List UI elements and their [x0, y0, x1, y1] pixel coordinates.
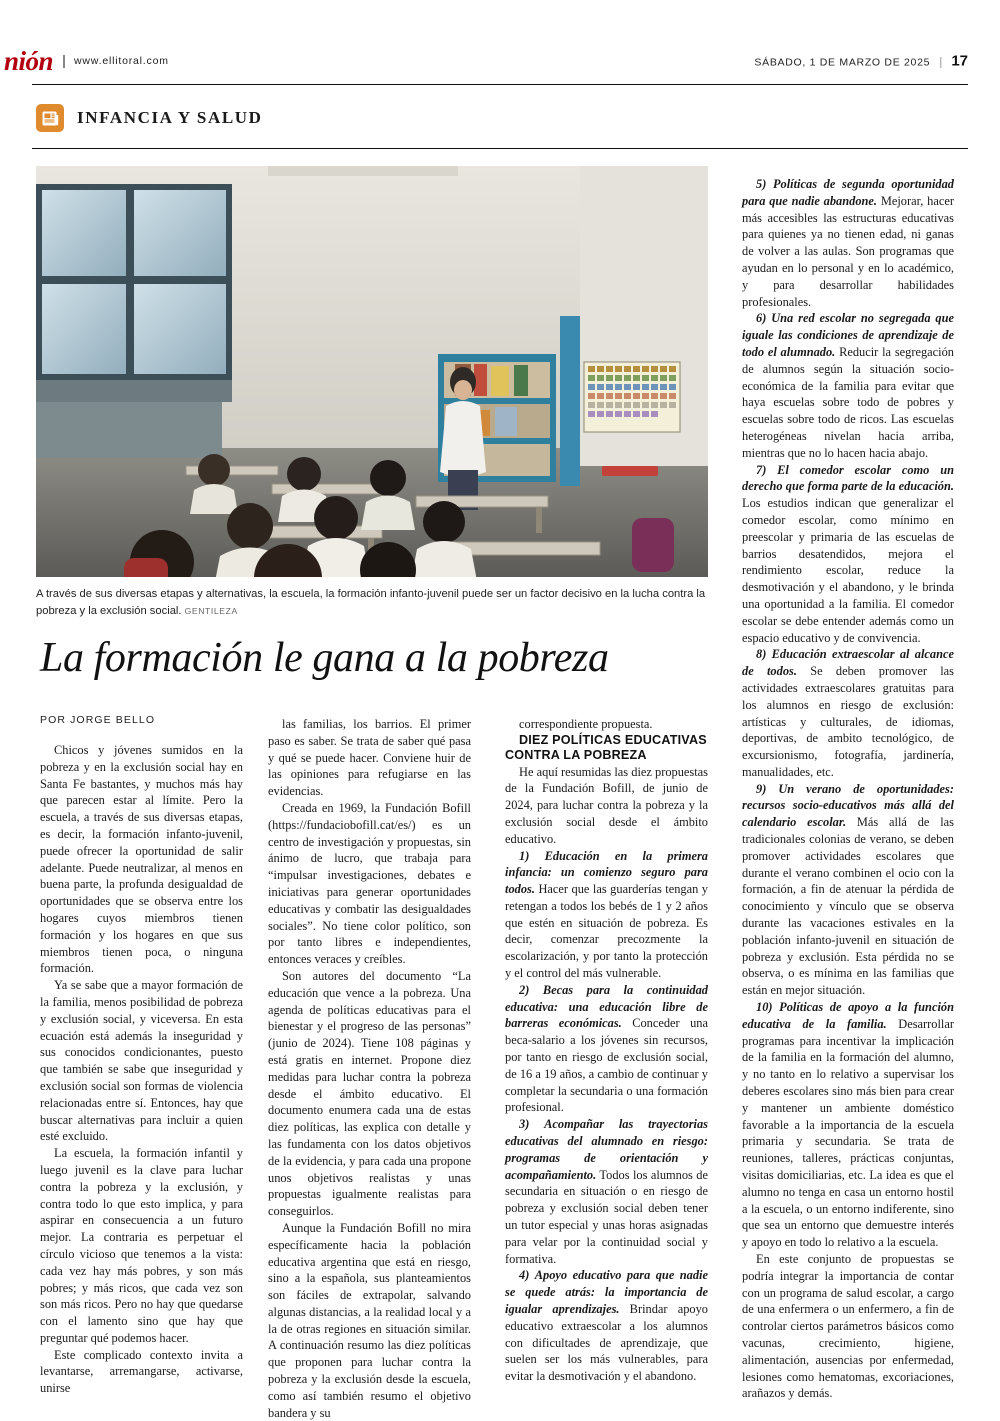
policy-text: Mejorar, hacer más accesibles las estructuras educativas para quienes ya no tienen edad, ni ganas de volver a las aulas. Son programas que ayudan en lo personal y en lo académico, y para desarrollar habilidades profesionales. [742, 193, 954, 309]
section-header [36, 104, 263, 132]
byline: POR JORGE BELLO [40, 714, 156, 726]
policy-lead: Un verano de oportunidades: recursos socio-educativos más allá del calendario escolar. [742, 781, 954, 830]
meta-separator: | [939, 54, 943, 69]
paragraph: correspondiente propuesta. [519, 717, 653, 731]
body-column-2 [268, 716, 471, 1421]
paragraph: Este complicado contexto invita a levantarse, arremangarse, activarse, unirse [40, 1347, 243, 1396]
subheading: DIEZ POLÍTICAS EDUCATIVAS CONTRA LA POBREZA [505, 732, 707, 763]
page-number: 17 [951, 52, 968, 70]
policy-lead: Políticas de segunda oportunidad para que nadie abandone. [742, 177, 954, 208]
policy-text: Los estudios indican que generalizar el comedor escolar, como mínimo en preescolar y primaria de las escuelas de barrios desatendidos, mejora el rendimiento escolar, reduce la desmotivación y el abandono, y le brinda una oportunidad a la familia. El comedor escolar se debe entender además como un espacio educativo y de convivencia. [742, 496, 954, 645]
policy-number: 9) [756, 781, 767, 796]
masthead-meta [754, 53, 968, 70]
issue-date: SÁBADO, 1 DE MARZO DE 2025 [754, 56, 931, 69]
newspaper-icon [36, 104, 64, 132]
policy-item [505, 848, 708, 982]
body-column-3 [505, 716, 708, 1385]
paragraph: Son autores del documento “La educación que vence a la pobreza. Una agenda de políticas educativas para el bienestar y el progreso de las personas” (junio de 2024). Tiene 108 páginas y está gratis en internet. Propone diez medidas para luchar contra la pobreza desde el ámbito educativo. El documento enumera cada una de estas diez políticas, las explica con detalle y las fundamenta con los datos objetivos de la evidencia, y para cada una propone unos objetivos realistas y unas propuestas igualmente realistas para conseguirlos. [268, 968, 471, 1219]
policy-lead: Educación extraescolar al alcance de todos. [742, 647, 954, 679]
section-title: INFANCIA Y SALUD [77, 108, 263, 127]
policy-lead: Una red escolar no segregada que iguale las condiciones de aprendizaje de todo el alumnado. [742, 311, 954, 359]
paragraph: Chicos y jóvenes sumidos en la pobreza y en la exclusión social hay en Santa Fe bastantes, y muchos más hay que parecen estar al límite. Pero la escuela, a través de sus diversas etapas, es decir, la formación infanto-juvenil, puede ofrecer la oportunidad de salir adelante. Puede neutralizar, al menos en buena parte, la profunda desigualdad de oportunidades que se observa entre los hogares cuyos miembros tienen formación y los hogares en que sus miembros tienen poca, o ninguna formación. [40, 743, 243, 976]
body-column-1 [40, 742, 243, 1397]
policy-text: Hacer que las guarderías tengan y retengan a todos los bebés de 1 y 2 años que estén en situación de pobreza. Es decir, comenzar precozmente la escolarización, y por tanto la protección y el control del más vulnerable. [505, 882, 708, 981]
photo-credit: GENTILEZA [184, 606, 238, 617]
paragraph: Aunque la Fundación Bofill no mira específicamente hacia la población educativa argentina que está en riesgo, sino a la española, sus planteamientos son fáciles de extrapolar, salvando algunas distancias, a la realidad local y a la de otras regiones en situación similar. A continuación resumo las diez políticas que proponen para luchar contra la pobreza y la exclusión desde la escuela, como así también resumo el objetivo bandera y su [268, 1220, 471, 1420]
paragraph: La escuela, la formación infantil y luego juvenil es la clave para luchar contra la pobreza y la exclusión, y contra todo lo que esto implica, y para aspirar en consecuencia a un futuro mejor. La contraria es perpetuar el círculo vicioso que tenemos a la vista: cada vez hay más pobres, y son más pobres; y más ricos, que cada vez son son más ricos. Pero no hay que quedarse con el lamento sino que hay que preguntar qué podemos hacer. [40, 1146, 243, 1345]
policy-text: Desarrollar programas para incentivar la implicación de la familia en la formación del alumno, y no tanto en lo relativo a supervisar los deberes escolares sino más bien para crear y mantener un ambiente doméstico favorable a la importancia de la escuela primaria y secundaria. Se trata de reuniones, talleres, prácticas conjuntas, visitas domiciliarias, etc. La idea es que el alumno no tenga en casa un entorno hostil a la escuela, o un entorno indiferente, sino que sea un entorno que demuestre interés y apoyo en todo lo relativo a la escuela. [742, 1016, 954, 1250]
body-column-4 [742, 176, 954, 1402]
masthead-website [63, 55, 169, 68]
paragraph: Creada en 1969, la Fundación Bofill (https://fundaciobofill.cat/es/) es un centro de investigación y propuestas, sin ánimo de lucro, que trabaja para “impulsar investigaciones, debates e iniciativas para generar oportunidades educativas y combatir las desigualdades sociales”. No tiene color político, son por tanto libres e independientes, entonces veraces y creíbles. [268, 800, 471, 967]
policy-item [505, 1116, 708, 1267]
policy-item [742, 310, 954, 461]
policy-text: Más allá de las tradicionales colonias de verano, se deben promover actividades escolares que durante el verano combinen el ocio con la formación, a fin de atenuar la pérdida de conocimiento y vínculo que se observa durante las vacaciones estivales en la población infanto-juvenil en situación de pobreza y exclusión. Esta pérdida no se observa, o es mínima en las familias que están en mejor situación. [742, 815, 954, 998]
policy-item [742, 176, 954, 310]
masthead-divider [63, 55, 65, 68]
masthead [0, 44, 1000, 78]
policy-number: 10) [756, 1000, 773, 1015]
section-rule [32, 148, 968, 149]
policy-lead: El comedor escolar como un derecho que forma parte de la educación. [742, 462, 954, 494]
paragraph: En este conjunto de propuestas se podría integrar la importancia de contar con un programa de salud escolar, a cargo de una enfermera o un enfermero, a fin de controlar ciertos parámetros básicos como vacunas, crecimiento, higiene, alimentación, ausencias por enfermedad, lesiones como hematomas, excoriaciones, arañazos y demás. [742, 1252, 954, 1401]
policy-item [505, 1267, 708, 1385]
policy-text: Todos los alumnos de secundaria en situación o en riesgo de pobreza y exclusión social deben tener un tutor especial y unas horas asignadas para velar por la continuidad social y formativa. [505, 1167, 708, 1266]
policy-number: 3) [519, 1117, 530, 1132]
policy-text: Conceder una beca-salario a los jóvenes sin recursos, por tanto en riesgo de exclusión social, de 16 a 19 años, a cambio de continuar y completar la secundaria o una formación profesional. [505, 1016, 708, 1115]
policy-lead: Acompañar las trayectorias educativas del alumnado en riesgo: programas de orientación y acompañamiento. [505, 1117, 708, 1182]
policy-item [505, 982, 708, 1116]
policy-number: 6) [756, 311, 767, 326]
policy-lead: Educación en la primera infancia: un comienzo seguro para todos. [505, 848, 708, 897]
page-title: La formación le gana a la pobreza [40, 635, 609, 681]
policy-number: 4) [519, 1268, 530, 1283]
policy-item [742, 999, 954, 1251]
caption-text: A través de sus diversas etapas y alternativas, la escuela, la formación infanto-juvenil puede ser un factor decisivo en la lucha contra la pobreza y la exclusión social. [36, 588, 706, 618]
paragraph: Ya se sabe que a mayor formación de la familia, menos posibilidad de pobreza y exclusión social, y viceversa. En esta ecuación está además la inseguridad y sus conocidos condicionantes, puesto que también se sabe que inseguridad y exclusión social son formas de violencia relacionadas entre sí. Entonces, hay que buscar alternativas para incluir a quien esté excluido. [40, 978, 243, 1144]
policy-text: Se deben promover las actividades extraescolares gratuitas para los alumnos en riesgo de exclusión: artísticas y culturales, de idiomas, deportivas, de ambito tecnológico, de excursionismo, fotografía, jardinería, manualidades, etc. [742, 664, 954, 779]
policy-number: 8) [756, 647, 767, 662]
policy-number: 5) [756, 177, 767, 191]
policy-number: 7) [756, 462, 767, 477]
policy-lead: Becas para la continuidad educativa: una educación libre de barreras económicas. [505, 982, 708, 1031]
policy-number: 1) [519, 848, 530, 863]
paragraph: las familias, los barrios. El primer paso es saber. Se trata de saber qué pasa y qué se puede hacer. Conviene huir de las opiniones para refugiarse en las evidencias. [268, 717, 471, 799]
policy-text: Brindar apoyo educativo extraescolar a los alumnos con dificultades de aprendizaje, que suelen ser los más vulnerables, para evitar la desmotivación y el abandono. [505, 1302, 709, 1384]
policy-item [742, 462, 954, 647]
photo-caption [36, 586, 708, 620]
policy-item [742, 646, 954, 780]
policy-lead: Apoyo educativo para que nadie se quede atrás: la importancia de igualar aprendizajes. [505, 1268, 708, 1317]
masthead-rule [32, 84, 968, 85]
publication-logo: nión [4, 45, 54, 76]
classroom-photo [36, 166, 708, 577]
policy-item [742, 781, 954, 999]
policy-number: 2) [519, 982, 530, 997]
paragraph: He aquí resumidas las diez propuestas de la Fundación Bofill, de junio de 2024, para luchar contra la pobreza y la exclusión social desde el ámbito educativo. [505, 764, 708, 846]
policy-lead: Políticas de apoyo a la función educativa de la familia. [742, 1000, 954, 1031]
policy-text: Reducir la segregación de alumnos según la situación socio-económica de la familia para evitar que haya escuelas sobre todo de pobres y escuelas sobre todo de ricos. Las escuelas heterogéneas nivelan hacia arriba, mientras que no lo hacen hacia abajo. [742, 344, 954, 460]
website-url: www.ellitoral.com [74, 55, 169, 67]
